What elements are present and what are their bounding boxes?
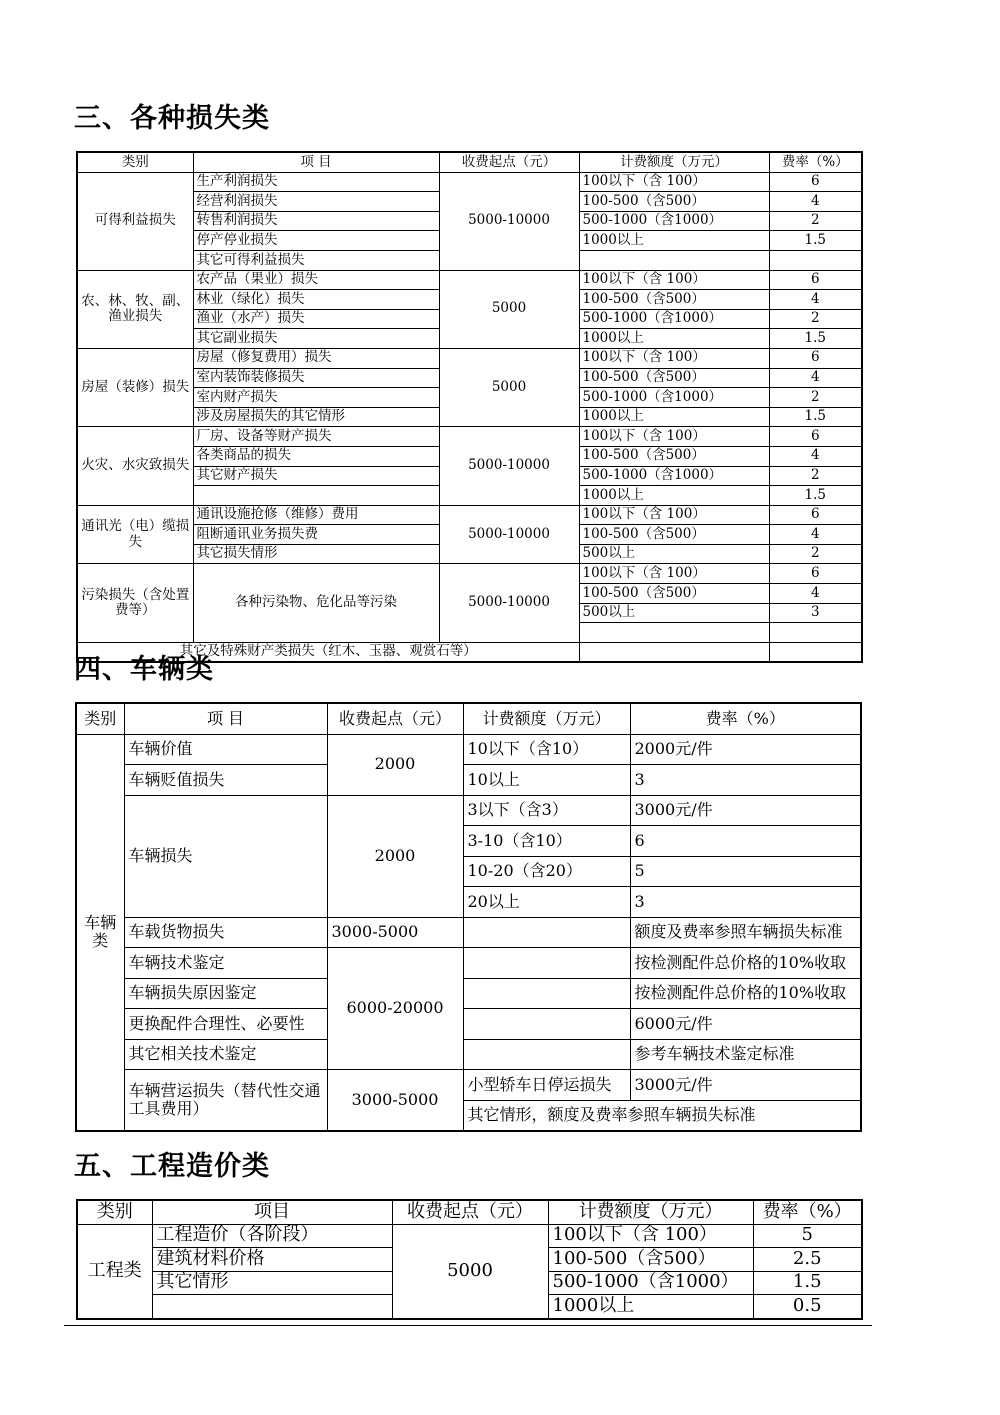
rate-cell: 3 [630,765,861,796]
amount-cell: 100以下（含 100） [579,172,769,192]
engineering-fee-table [76,1199,863,1320]
rate-cell: 6 [769,564,862,584]
amount-cell: 1000以上 [548,1295,753,1319]
amount-cell: 10-20（含20） [463,856,630,887]
rate-cell: 2 [769,309,862,329]
item-cell: 林业（绿化）损失 [193,290,439,310]
rate-cell: 0.5 [753,1295,862,1319]
item-cell [193,486,439,506]
rate-cell: 3 [769,603,862,623]
amount-cell [579,642,769,662]
header-rate: 费率（%） [630,703,861,734]
rate-cell: 5 [630,856,861,887]
item-cell: 车辆损失原因鉴定 [124,978,327,1009]
rate-cell: 按检测配件总价格的10%收取 [630,948,861,979]
rate-cell: 参考车辆技术鉴定标准 [630,1039,861,1070]
item-cell: 工程造价（各阶段） [152,1224,392,1248]
other-case-cell: 其它情形，额度及费率参照车辆损失标准 [463,1100,861,1131]
rate-cell: 2 [769,388,862,408]
amount-cell [463,1009,630,1040]
item-cell: 车载货物损失 [124,917,327,948]
rate-cell: 6 [769,427,862,447]
item-cell: 房屋（修复费用）损失 [193,348,439,368]
item-cell: 涉及房屋损失的其它情形 [193,407,439,427]
category-cell: 通讯光（电）缆损失 [77,505,193,564]
rate-cell: 1.5 [769,231,862,251]
table-row [77,1224,862,1248]
start-fee-cell: 5000 [439,348,579,426]
rate-cell: 4 [769,290,862,310]
start-fee-cell: 2000 [327,795,463,917]
amount-cell: 500-1000（含1000） [579,388,769,408]
table-row [76,978,861,1009]
rate-cell: 4 [769,192,862,212]
section-5-title: 五、工程造价类 [74,1151,270,1182]
item-cell: 车辆营运损失（替代性交通工具费用） [124,1070,327,1132]
table-row [76,734,861,765]
item-cell: 更换配件合理性、必要性 [124,1009,327,1040]
amount-cell: 100以下（含 100） [579,270,769,290]
amount-cell: 100以下（含 100） [579,505,769,525]
rate-cell: 2000元/件 [630,734,861,765]
item-cell: 通讯设施抢修（维修）费用 [193,505,439,525]
amount-cell [463,948,630,979]
amount-cell: 20以上 [463,887,630,918]
amount-cell: 100以下（含 100） [579,564,769,584]
amount-cell: 100-500（含500） [579,446,769,466]
amount-cell [579,250,769,270]
header-amount: 计费额度（万元） [463,703,630,734]
rate-cell: 6 [769,172,862,192]
item-cell: 渔业（水产）损失 [193,309,439,329]
header-start-fee: 收费起点（元） [327,703,463,734]
table-row [76,765,861,796]
rate-cell: 3000元/件 [630,795,861,826]
amount-cell [463,917,630,948]
item-cell: 其它财产损失 [193,466,439,486]
table-row [77,427,862,447]
item-cell: 转售利润损失 [193,211,439,231]
footer-divider [64,1325,872,1326]
rate-cell: 2 [769,211,862,231]
start-fee-cell: 5000 [439,270,579,348]
header-category: 类别 [77,1200,152,1224]
rate-cell [769,642,862,662]
table-row [76,948,861,979]
rate-cell: 按检测配件总价格的10%收取 [630,978,861,1009]
amount-cell: 100-500（含500） [579,584,769,604]
amount-cell: 10以下（含10） [463,734,630,765]
start-fee-cell: 5000-10000 [439,172,579,270]
start-fee-cell: 5000-10000 [439,427,579,505]
rate-cell: 1.5 [769,407,862,427]
amount-cell: 100-500（含500） [579,368,769,388]
rate-cell [769,250,862,270]
header-start-fee: 收费起点（元） [392,1200,548,1224]
table-row [77,270,862,290]
start-fee-cell: 5000 [392,1224,548,1319]
header-rate: 费率（%） [753,1200,862,1224]
item-cell: 车辆技术鉴定 [124,948,327,979]
header-amount: 计费额度（万元） [579,152,769,172]
amount-cell: 3以下（含3） [463,795,630,826]
table-header-row [76,703,861,734]
table-row [76,1039,861,1070]
special-property-cell: 其它及特殊财产类损失（红木、玉器、观赏石等） [77,642,579,662]
header-item: 项目 [152,1200,392,1224]
header-item: 项 目 [193,152,439,172]
table-row [76,917,861,948]
amount-cell: 500以上 [579,544,769,564]
amount-cell: 100-500（含500） [579,525,769,545]
amount-cell: 100-500（含500） [579,192,769,212]
item-cell: 其它相关技术鉴定 [124,1039,327,1070]
rate-cell: 6 [630,826,861,857]
amount-cell: 1000以上 [579,329,769,349]
table-row [76,795,861,826]
rate-cell: 1.5 [769,486,862,506]
amount-cell: 小型轿车日停运损失 [463,1070,630,1101]
table-header-row [77,1200,862,1224]
amount-cell: 100以下（含 100） [579,348,769,368]
vehicle-fee-table [75,702,862,1132]
amount-cell: 1000以上 [579,407,769,427]
rate-cell: 2 [769,544,862,564]
table-row [77,348,862,368]
rate-cell: 4 [769,446,862,466]
start-fee-cell: 3000-5000 [327,1070,463,1132]
header-rate: 费率（%） [769,152,862,172]
start-fee-cell: 5000-10000 [439,564,579,642]
item-cell: 阻断通讯业务损失费 [193,525,439,545]
start-fee-cell: 6000-20000 [327,948,463,1070]
start-fee-cell: 5000-10000 [439,505,579,564]
rate-cell: 3 [630,887,861,918]
item-cell: 车辆贬值损失 [124,765,327,796]
amount-cell: 3-10（含10） [463,826,630,857]
amount-cell: 1000以上 [579,486,769,506]
engineering-category-cell: 工程类 [77,1224,152,1319]
amount-cell: 500-1000（含1000） [579,211,769,231]
amount-cell: 100-500（含500） [579,290,769,310]
rate-cell: 1.5 [753,1271,862,1295]
rate-cell: 2 [769,466,862,486]
amount-cell: 100以下（含 100） [548,1224,753,1248]
amount-cell: 100-500（含500） [548,1248,753,1272]
start-fee-cell: 2000 [327,734,463,795]
amount-cell: 500以上 [579,603,769,623]
amount-cell: 500-1000（含1000） [548,1271,753,1295]
rate-cell: 6000元/件 [630,1009,861,1040]
rate-cell: 6 [769,505,862,525]
section-3-title: 三、各种损失类 [74,103,270,134]
category-cell: 污染损失（含处置费等） [77,564,193,642]
item-cell: 农产品（果业）损失 [193,270,439,290]
loss-fee-table [76,151,863,663]
header-start-fee: 收费起点（元） [439,152,579,172]
item-cell: 其它副业损失 [193,329,439,349]
vehicle-category-cell: 车辆类 [76,734,124,1131]
item-cell: 其它情形 [152,1271,392,1295]
rate-cell: 额度及费率参照车辆损失标准 [630,917,861,948]
amount-cell: 500-1000（含1000） [579,466,769,486]
item-cell: 其它可得利益损失 [193,250,439,270]
table-row [77,564,862,584]
item-cell: 其它损失情形 [193,544,439,564]
rate-cell: 4 [769,584,862,604]
item-cell: 经营利润损失 [193,192,439,212]
amount-cell: 1000以上 [579,231,769,251]
rate-cell: 4 [769,368,862,388]
item-cell [152,1295,392,1319]
header-category: 类别 [76,703,124,734]
item-cell: 厂房、设备等财产损失 [193,427,439,447]
item-cell: 室内装饰装修损失 [193,368,439,388]
category-cell: 可得利益损失 [77,172,193,270]
rate-cell: 3000元/件 [630,1070,861,1101]
amount-cell [463,978,630,1009]
rate-cell [769,623,862,643]
item-cell: 各种污染物、危化品等污染 [193,564,439,642]
amount-cell: 100以下（含 100） [579,427,769,447]
header-category: 类别 [77,152,193,172]
header-item: 项 目 [124,703,327,734]
table-row [76,1070,861,1101]
item-cell: 建筑材料价格 [152,1248,392,1272]
amount-cell: 10以上 [463,765,630,796]
rate-cell: 4 [769,525,862,545]
amount-cell [579,623,769,643]
section-4-title: 四、车辆类 [74,654,214,685]
rate-cell: 2.5 [753,1248,862,1272]
table-row [77,505,862,525]
item-cell: 车辆价值 [124,734,327,765]
category-cell: 农、林、牧、副、渔业损失 [77,270,193,348]
item-cell: 各类商品的损失 [193,446,439,466]
item-cell: 室内财产损失 [193,388,439,408]
rate-cell: 1.5 [769,329,862,349]
item-cell: 生产利润损失 [193,172,439,192]
table-row [76,1009,861,1040]
item-cell: 车辆损失 [124,795,327,917]
amount-cell [463,1039,630,1070]
rate-cell: 5 [753,1224,862,1248]
rate-cell: 6 [769,348,862,368]
item-cell: 停产停业损失 [193,231,439,251]
table-row [77,172,862,192]
header-amount: 计费额度（万元） [548,1200,753,1224]
rate-cell: 6 [769,270,862,290]
category-cell: 火灾、水灾致损失 [77,427,193,505]
start-fee-cell: 3000-5000 [327,917,463,948]
amount-cell: 500-1000（含1000） [579,309,769,329]
table-header-row [77,152,862,172]
category-cell: 房屋（装修）损失 [77,348,193,426]
